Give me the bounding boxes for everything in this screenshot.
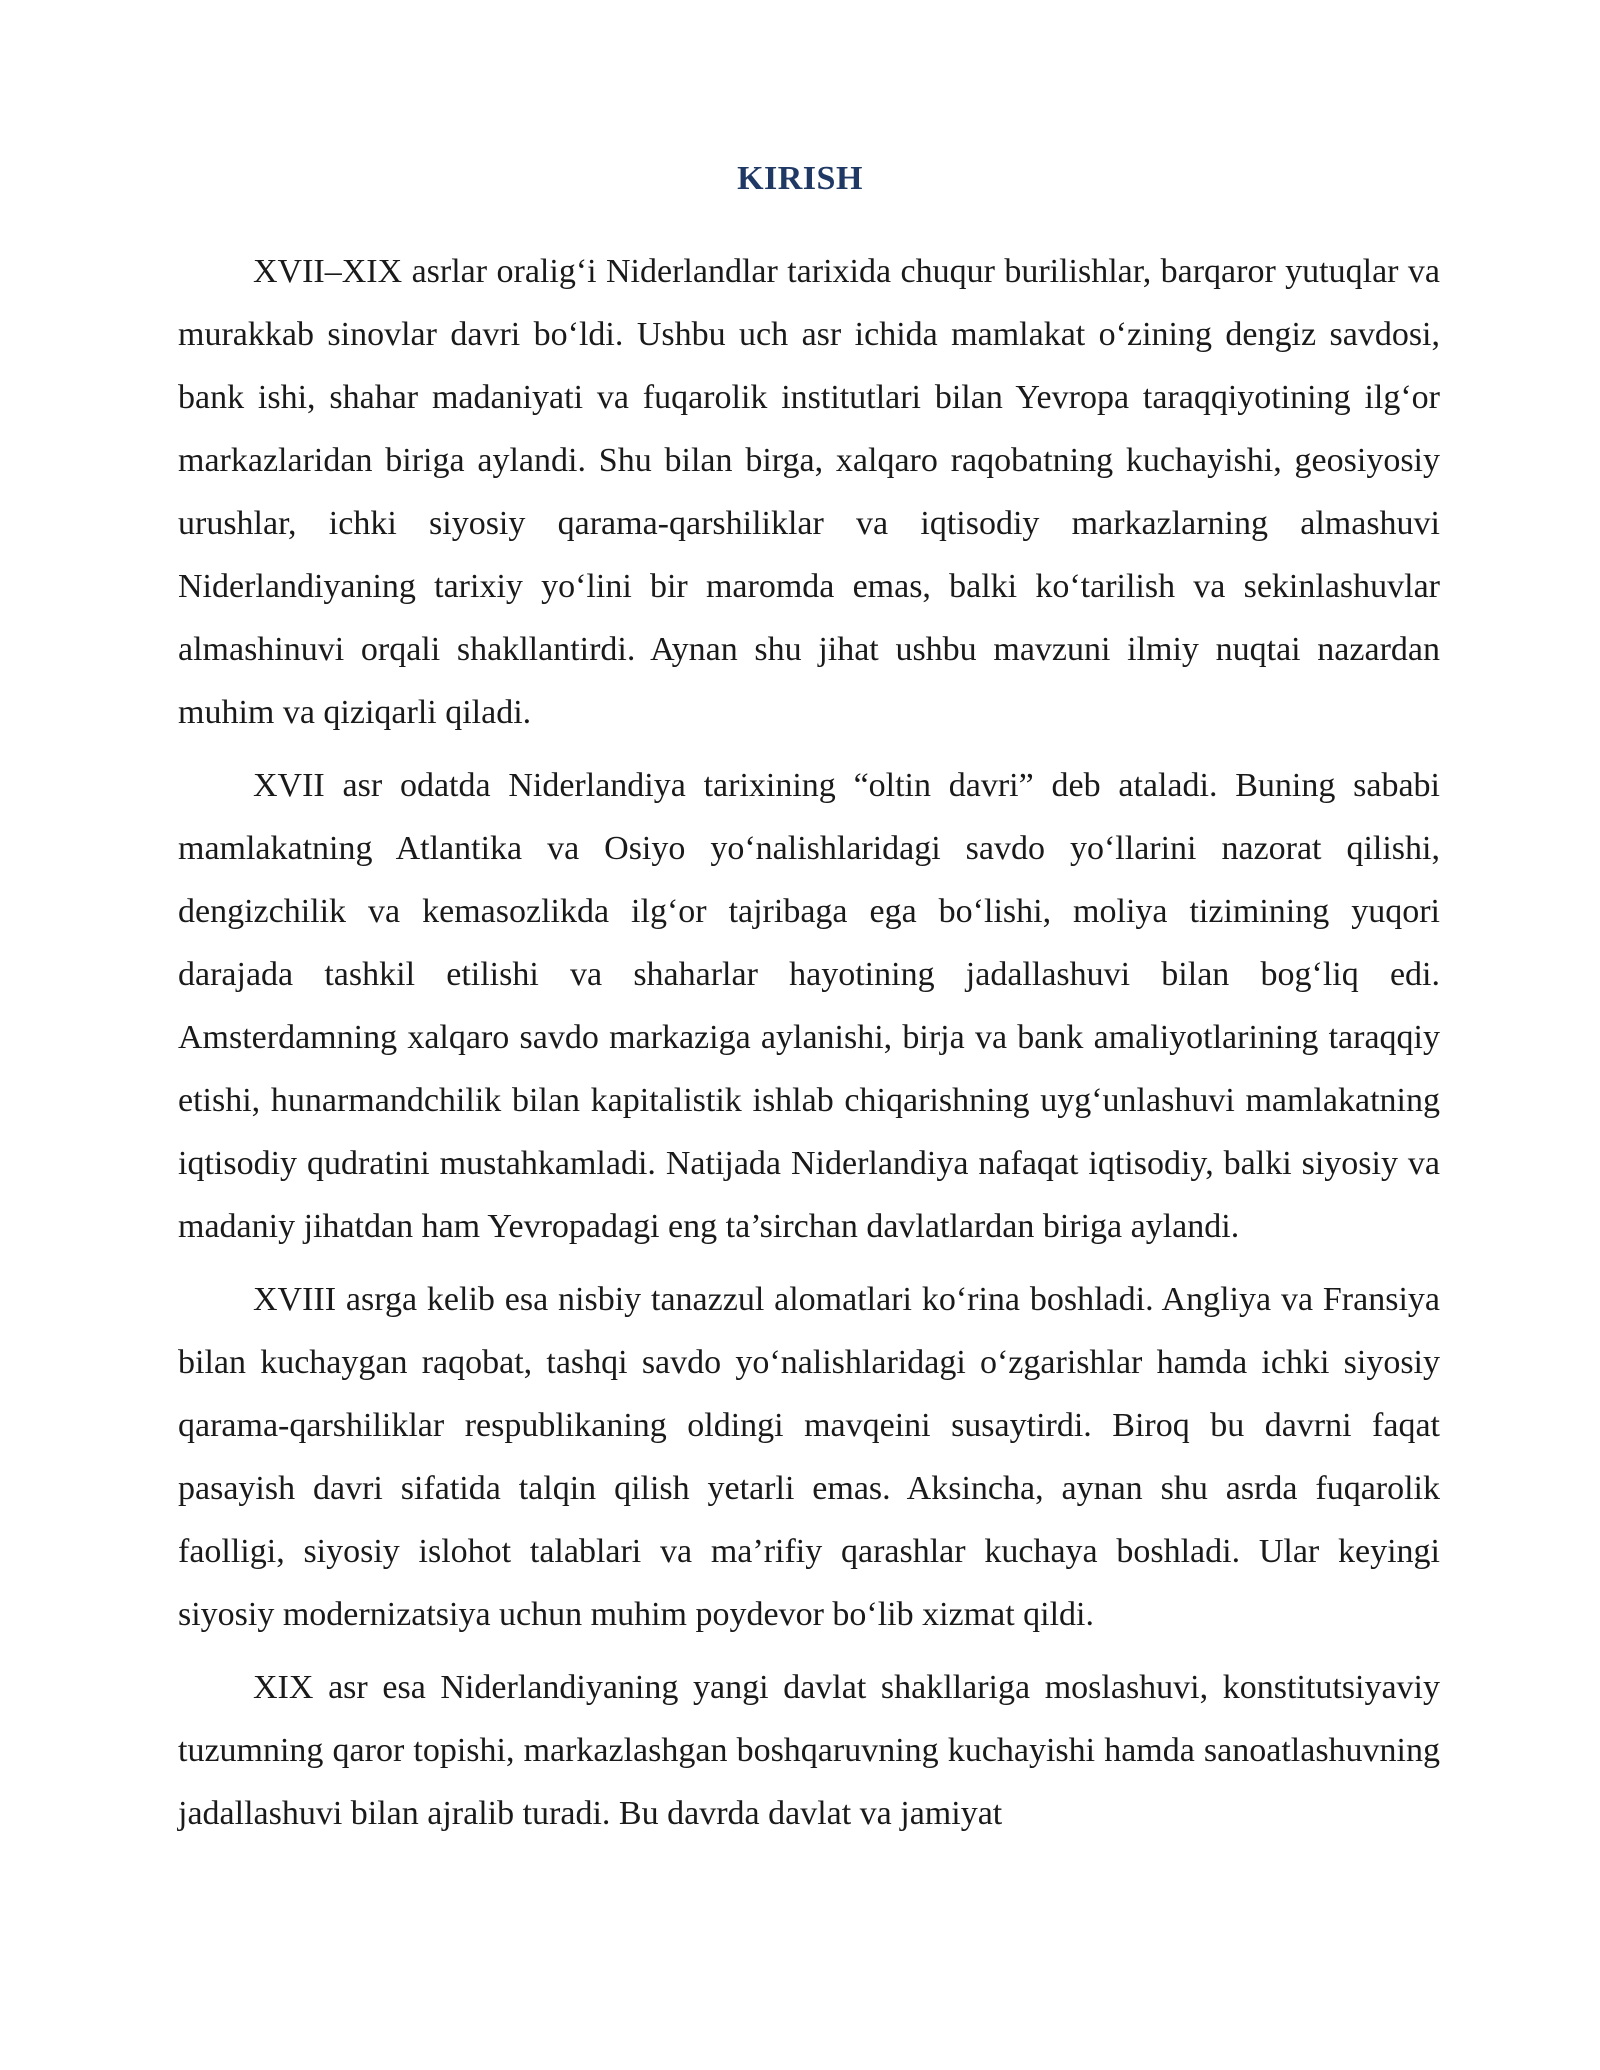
paragraph: XVII–XIX asrlar oralig‘i Niderlandlar tarixida chuqur burilishlar, barqaror yutuqlar va murakkab sinovlar davri bo‘ldi. Ushbu uch asr ichida mamlakat o‘zining dengiz savdosi, bank ishi, shahar madaniyati va fuqarolik institutlari bilan Yevropa taraqqiyotining ilg‘or markazlaridan biriga aylandi. Shu bilan birga, xalqaro raqobatning kuchayishi, geosiyosiy urushlar, ichki siyosiy qarama-qarshiliklar va iqtisodiy markazlarning almashuvi Niderlandiyaning tarixiy yo‘lini bir maromda emas, balki ko‘tarilish va sekinlashuvlar almashinuvi orqali shakllantirdi. Aynan shu jihat ushbu mavzuni ilmiy nuqtai nazardan muhim va qiziqarli qiladi.: [178, 253, 1440, 731]
page-title: KIRISH: [737, 160, 863, 197]
paragraph: XIX asr esa Niderlandiyaning yangi davlat shakllariga moslashuvi, konstitutsiyaviy tuzumning qaror topishi, markazlashgan boshqaruvning kuchayishi hamda sanoatlashuvning jadallashuvi bilan ajralib turadi. Bu davrda davlat va jamiyat: [178, 1669, 1440, 1832]
paragraph: XVIII asrga kelib esa nisbiy tanazzul alomatlari ko‘rina boshladi. Angliya va Fransiya bilan kuchaygan raqobat, tashqi savdo yo‘nalishlaridagi o‘zgarishlar hamda ichki siyosiy qarama-qarshiliklar respublikaning oldingi mavqeini susaytirdi. Biroq bu davrni faqat pasayish davri sifatida talqin qilish yetarli emas. Aksincha, aynan shu asrda fuqarolik faolligi, siyosiy islohot talablari va ma’rifiy qarashlar kuchaya boshladi. Ular keyingi siyosiy modernizatsiya uchun muhim poydevor bo‘lib xizmat qildi.: [178, 1281, 1440, 1633]
document-body: [178, 240, 1440, 1855]
paragraph: XVII asr odatda Niderlandiya tarixining “oltin davri” deb ataladi. Buning sababi mamlakatning Atlantika va Osiyo yo‘nalishlaridagi savdo yo‘llarini nazorat qilishi, dengizchilik va kemasozlikda ilg‘or tajribaga ega bo‘lishi, moliya tizimining yuqori darajada tashkil etilishi va shaharlar hayotining jadallashuvi bilan bog‘liq edi. Amsterdamning xalqaro savdo markaziga aylanishi, birja va bank amaliyotlarining taraqqiy etishi, hunarmandchilik bilan kapitalistik ishlab chiqarishning uyg‘unlashuvi mamlakatning iqtisodiy qudratini mustahkamladi. Natijada Niderlandiya nafaqat iqtisodiy, balki siyosiy va madaniy jihatdan ham Yevropadagi eng ta’sirchan davlatlardan biriga aylandi.: [178, 767, 1440, 1245]
